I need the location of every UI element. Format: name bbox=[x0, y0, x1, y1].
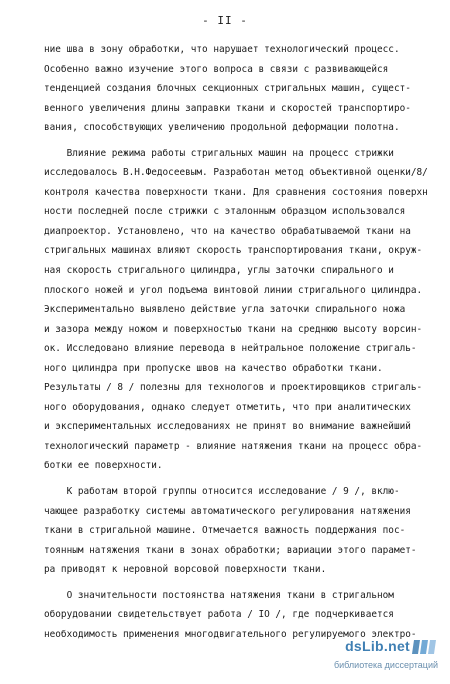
text-line: и зазора между ножом и поверхностью ткани на среднюю высоту ворсин- bbox=[44, 323, 423, 335]
text-line: вания, способствующих увеличению продольной деформации полотна. bbox=[44, 122, 400, 134]
text-line: контроля качества поверхности ткани. Для сравнения состояния поверхн bbox=[44, 186, 428, 198]
text-line: чающее разработку системы автоматического регулирования натяжения bbox=[44, 505, 411, 517]
text-line: ная скорость стригального цилиндра, углы заточки спирального и bbox=[44, 265, 394, 277]
watermark-brand: dsLib.net bbox=[345, 638, 410, 654]
text-line: тоянным натяжения ткани в зонах обработки; вариации этого парамет- bbox=[44, 544, 417, 556]
text-line: О значительности постоянства натяжения ткани в стригальном bbox=[44, 589, 394, 601]
dslib-watermark[interactable] bbox=[300, 636, 440, 676]
text-line: технологический параметр - влияние натяжения ткани на процесс обра- bbox=[44, 440, 423, 452]
dslib-logo-icon bbox=[410, 636, 438, 658]
text-line: ткани в стригальной машине. Отмечается важность поддержания пос- bbox=[44, 525, 406, 537]
text-line: оборудовании свидетельствует работа / IO /, где подчеркивается bbox=[44, 609, 394, 621]
text-line: и экспериментальных исследованиях не принят во внимание важнейший bbox=[44, 421, 411, 433]
text-line: Особенно важно изучение этого вопроса в связи с развивающейся bbox=[44, 63, 389, 75]
text-line: тенденцией создания блочных секционных стригальных машин, сущест- bbox=[44, 83, 411, 95]
text-line: плоского ножей и угол подъема винтовой линии стригального цилиндра. bbox=[44, 284, 423, 296]
page-number: - II - bbox=[202, 14, 248, 27]
text-line: Экспериментально выявлено действие угла заточки спирального ножа bbox=[44, 304, 406, 316]
text-line: необходимость применения многодвигательного регулируемого электро- bbox=[44, 628, 417, 640]
text-line: венного увеличения длины заправки ткани и скоростей транспортиро- bbox=[44, 102, 411, 114]
text-line: ности последней после стрижки с эталонным образцом использовался bbox=[44, 206, 406, 218]
text-line: стригальных машинах влияют скорость транспортирования ткани, окруж- bbox=[44, 245, 423, 257]
text-line: ного оборудования, однако следует отметить, что при аналитических bbox=[44, 401, 411, 413]
document-body bbox=[44, 40, 440, 644]
text-line: Влияние режима работы стригальных машин на процесс стрижки bbox=[44, 147, 394, 159]
text-line: диапроектор. Установлено, что на качество обрабатываемой ткани на bbox=[44, 225, 411, 237]
text-line: исследовалось В.Н.Федосеевым. Разработан метод объективной оценки/8/ bbox=[44, 167, 428, 179]
text-line: ок. Исследовано влияние перевода в нейтральное положение стригаль- bbox=[44, 343, 417, 355]
text-line: К работам второй группы относится исследование / 9 /, вклю- bbox=[44, 486, 400, 498]
text-line: Результаты / 8 / полезны для технологов и проектировщиков стригаль- bbox=[44, 382, 423, 394]
text-line: ние шва в зону обработки, что нарушает технологический процесс. bbox=[44, 44, 400, 55]
text-line: ра приводят к неровной ворсовой поверхности ткани. bbox=[44, 564, 327, 576]
watermark-subtitle: библиотека диссертаций bbox=[333, 660, 438, 670]
text-line: ного цилиндра при пропуске швов на качество обработки ткани. bbox=[44, 362, 383, 374]
text-line: ботки ее поверхности. bbox=[44, 460, 163, 472]
